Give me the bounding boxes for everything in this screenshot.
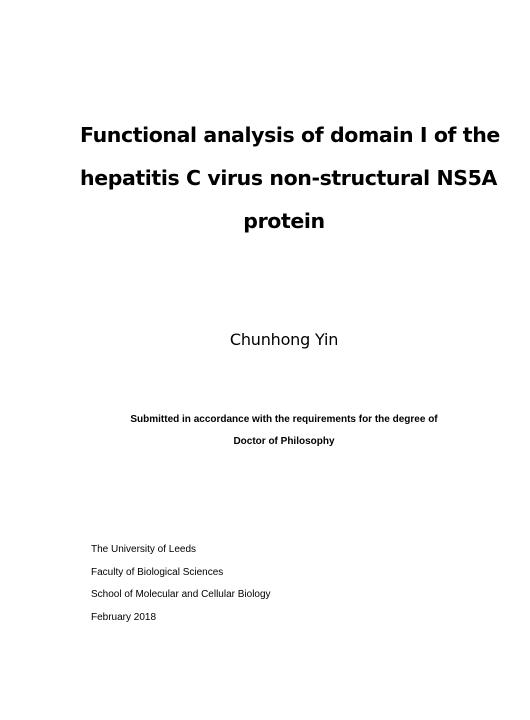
thesis-title-line-3: protein	[243, 209, 325, 233]
affiliation-block	[91, 539, 471, 629]
submission-date: February 2018	[91, 611, 157, 623]
faculty-name: Faculty of Biological Sciences	[91, 566, 224, 578]
thesis-title	[80, 114, 500, 243]
thesis-title-line-1: Functional analysis of domain I of the	[80, 123, 500, 147]
school-name: School of Molecular and Cellular Biology	[91, 589, 271, 600]
author-name: Chunhong Yin	[229, 330, 339, 349]
university-name: The University of Leeds	[91, 544, 197, 555]
degree-name: Doctor of Philosophy	[233, 436, 335, 447]
degree-statement-line-1: Submitted in accordance with the requirements for the degree of	[130, 414, 438, 425]
degree-statement	[80, 409, 488, 453]
thesis-title-line-2: hepatitis C virus non-structural NS5A	[80, 166, 498, 190]
